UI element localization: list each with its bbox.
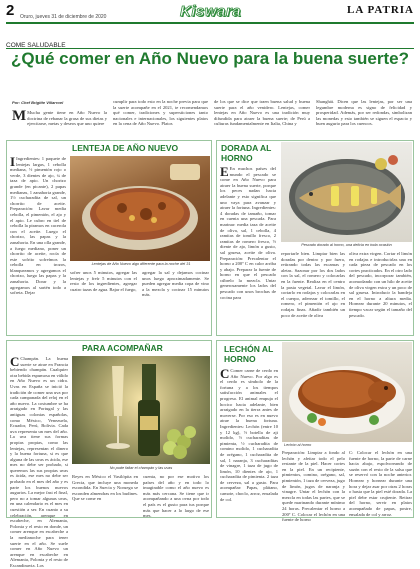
intro-col-2: cumplir para todo esto en la noche previa para que la suerte acompañe en el 2021, te recomendamos qué comer, tradiciones y supersticiones tanto nacionales e internacionales, los siguientes platos en la cena de Año Nuevo. Platos [113,99,208,127]
lechon-body-1: Comer carne de cerdo en Año Nuevo. Por algo es el cerdo es símbolo de la fortuna y a los tiempos satisfacción animales el progreso. El animal empuja el hocico hacia adelante, bien arraigado en la tierra antes de moverse. Por eso es en nuevo atrae la buena fortuna. Ingredientes: Lechón (entre 10 y 12 kg), ½ botella de aji molido, ½ cucharaditas de pimienta, ½ cucharadita de comino molido, 1 cucharadita de orégano, 1 cucharadita de sal, 1 naranja, 3 cucharaditas de vinagre, 1 taza de jugo de limón, 10 dientes de ajo, 1 cucharadita de pimienta. 2 taza de cerveza, sal a gusto. Para acompañar: Papas, plátano, camote, choclo, arroz, ensalada de col. [220,368,278,502]
lentejas-photo [70,156,210,261]
lechon-text-2: Preparación: Limpiar a fondo al lechón y afeitar todo el pelo restante de la piel. Hacer cortes en la piel. En un recipiente, pimientos, comino, orégano, sal, pimientón, 1 taza de cerveza, jugo de limón, jugos de naranja y vinagre. Untar el lechón con la mezcla en todas las partes, que se quede marinando durante mínimo 24 horas. Precalentar el horno a 200º C. Colocar el lechón en una fuente de horno [282,450,345,523]
section-label: COME SALUDABLE [6,42,66,49]
dropcap: C [220,366,230,381]
dorada-body-1: En muchos países del mundo el pescado se come en Año Nuevo para atraer la buena suerte, porque los peces nadan hacia adelante y esto significa que uno vaya para avanzar y atraer la fortuna. Ingredientes: 4 doradas de tamaño, tomar en cuenta una pescada. Para marinar: media taza de aceite de oliva, sal, 1 cebolla, 4 ramitas de tomillo fresco, 2 ramitas de romero fresco, ½ diente de ajo, limón a gusto, sal gruesa, aceite de oliva. Preparación: Precalentar el horno a 200º C en calor arriba y abajo. Preparar la fuente de horno en que el pescado cúbrelo la mezcla. Untar generosamente los lados del pescado con unos brochas de cocina para [220,166,276,300]
acompanar-text-1 [10,354,68,568]
dorada-text-1 [220,166,276,334]
acompanar-text-2: Reyes en México el Vasilópita en Grecia, que incluye una moneda escondida. En Suecia y Noruega se esconden almendras en los budines. Que se come en [72,474,138,502]
lentejas-title: LENTEJA DE AÑO NUEVO [72,143,179,153]
supplement-logo: Kiswara [180,3,242,20]
lechon-caption: Lechón al horno [284,443,312,447]
lechon-photo [282,342,412,442]
lentejas-body-1: Ingredientes: 1 paquete de lentejas largas, 1 cebolla mediana, ½ pimentón rojo o verde, 3 dientes de ajo, ¼ de taza de apio. Un chorizo grande (en picante), 2 papas medianas, 1 zanahoria grande, 1½ cucharadita de sal, un chorrito de aceite. Preparación: Lavar media cebolla, el pimentón, el ajo y el apio. Le cubro en tiel de cebolla la piramos en cacerola con el aceite. Luego el chorizo, las papas y la zanahoria. En una olla grande, a fuego mediano, poner un chorrito de aceite, rocía de este sofrito sofreímos la cebolla en trozos, blanqueamos y agregamos el chorizo, luego las papas y la zanahoria. Dorar y la agregamos al sartén todo a sofreta. Dejar [10,156,66,296]
dorada-text-2: reportarle bien. Limpiar bien las doradas por dentro y por fuera, retirando todas las escamas y aletas. Sazonar por los dos lados con la sal, el romero y colocarlas en la fuente. Realiza en el centro la pasta vegetal. Lavar el limón, cortarlo en rodajas y colocarlas en el cuerpo, aderezar el tomillo, el romero, el pimentón el ajo en rodajas finas. Añadir también un poco de aceite de oliva [281,251,345,318]
byline: Por: Chef Brigitte Villarroel [12,100,64,105]
lentil-bowl-image [70,156,210,261]
lechon-title: LECHÓN AL HORNO [224,344,274,364]
intro-col-4: Shanghái. Dicen que las lentejas, por ser una legumbre moderna es signo de felicidad y prosperidad. Además, por ser redondas, simbolizan las monedas y esto también se siguen el espacio y buen augurio para los cuencos. [316,99,412,127]
newspaper-name: LA PATRIA [347,4,414,16]
dropcap: C [10,354,20,369]
lentejas-text-1 [10,156,66,334]
headline: ¿Qué comer en Año Nuevo para la buena suerte? [10,49,410,68]
lechon-text-1 [220,368,278,516]
dorada-photo [281,142,412,242]
dorada-title: DORADA AL HORNO [221,143,272,163]
dorada-text-3: oliva extra virgen. Cortar el limón en rodajas e introducirlas una en cada pieza de pescado en los cortes practicados. En el otro lado del pescado, incorporar también, acomodando con un hilo de aceite de oliva virgen extra y un poco de sal gruesa. Introducir la bandeja en el horno a altura media. Hornear durante 20 minutos, el tiempo vacar según el tamaño del pescado. [349,251,412,318]
dropcap: M [12,108,27,124]
lechon-text-3: C: Colocar el lechón en una fuente de horno, la parte de carne hacia abajo, espolvoreando de sazón con el resto de la salsa que se reservó con la noche anterior. Hornear y hornear durante una hora y dejar asar por otras 2 horas o hasta que la piel esté dorada. La piel debe estar crujiente. Retirar del horno, servir en platos acompañado de papas, postre, ensalada de col y arroz. [349,450,412,517]
roast-pork-image [282,342,412,442]
dropcap: E [220,164,229,179]
dateline: Oruro, jueves 31 de diciembre de 2020 [20,14,107,20]
lentejas-caption: Lentejas de Año Nuevo algo diferente para la noche del 31 [91,262,191,266]
baked-fish-image [281,142,412,242]
lentejas-text-2: sofrer unos 5 minutos, agregar las lentejas y freír 5 minutos con el resto de los ingredientes, agregar cuatro tazas de agua. Bajar el fuego, [70,270,137,292]
acompanar-caption: No pude faltar el champán y las uvas [109,466,173,470]
intro-col-1 [12,110,107,136]
acompanar-title: PARA ACOMPAÑAR [82,343,163,353]
lentejas-text-3: agregar la sal y dejamos cocinar unos luego aproximadamente. Se pueden agregar media copa de vino a la mezcla y cocinar 15 minutos más. [142,270,209,298]
dropcap: I [10,154,16,169]
dorada-caption: Pescado dorado al horno, una delicia en toda ocasión [301,243,392,247]
intro-text-1: Mucha gente tiene en Año Nuevo la doctrina de rebanar la grasa de sus dietas y ejercitarse, metas y deseos que uno quiere [27,110,107,127]
intro-col-3: de los que se dice que traen buena salud y buena suerte para el año venidero. Lentejas, comer lentejas en Año Nuevo es una tradición muy difundida para atraer la buena suerte; de Perú a culturas fundamentalmente en Italia, China y [214,99,310,127]
masthead-rule [6,22,414,24]
champagne-grapes-image [72,356,210,464]
page-number: 2 [6,2,15,19]
acompanar-text-3: cuenta, no por ese motivo los países del año y en todo lo imaginable como el año nuevo es más más cercana. Se tiene que ir acompañando a una ovna por todo el país es el gusto para tus porque más que hacer a lo largo de ese mes. [143,474,209,519]
acompanar-body-1: Champán. La buena suerte se atrae en Francia bebiendo champán. Cualquier otra bebida espumosa en válido en Año Nuevo es un cidra. Uvas en España se inició la tradición de comer una uva por cada campanada del reloj en el año nuevo. La costumbre se ha arraigado en Portugal y las antiguas colonias españolas, como México, Venezuela, Ecuador, Perú, Bolivia. Cada uva representa un mes del año. La uva tiene sus formas propias propias, como las lentejas, representan el dinero y la buena fortuna, si es que alguna de las uvas es ácida, ese mes no debe ser probado, si queremos las sus propias uvas es ácida, ese mes no debe ser probado en el mes del año y es parte los buenos nuevos augurios. La mejor fast el final, pero no a tomar algunas uvas, en una calendario es el mes en cuestión a ser. En cuanto a su celebración, arenque en escabeche, en Alemania, Polonia y el resto en donde, un comer arenque en escabeche a la medianoche para tener suerte en el año. Se suele comer en Año Nuevo un arenque en escabeche en Alemania, Polonia y el resto de Escandinavia. Los [10,356,68,568]
acompanar-photo [72,356,210,464]
masthead [6,4,414,30]
